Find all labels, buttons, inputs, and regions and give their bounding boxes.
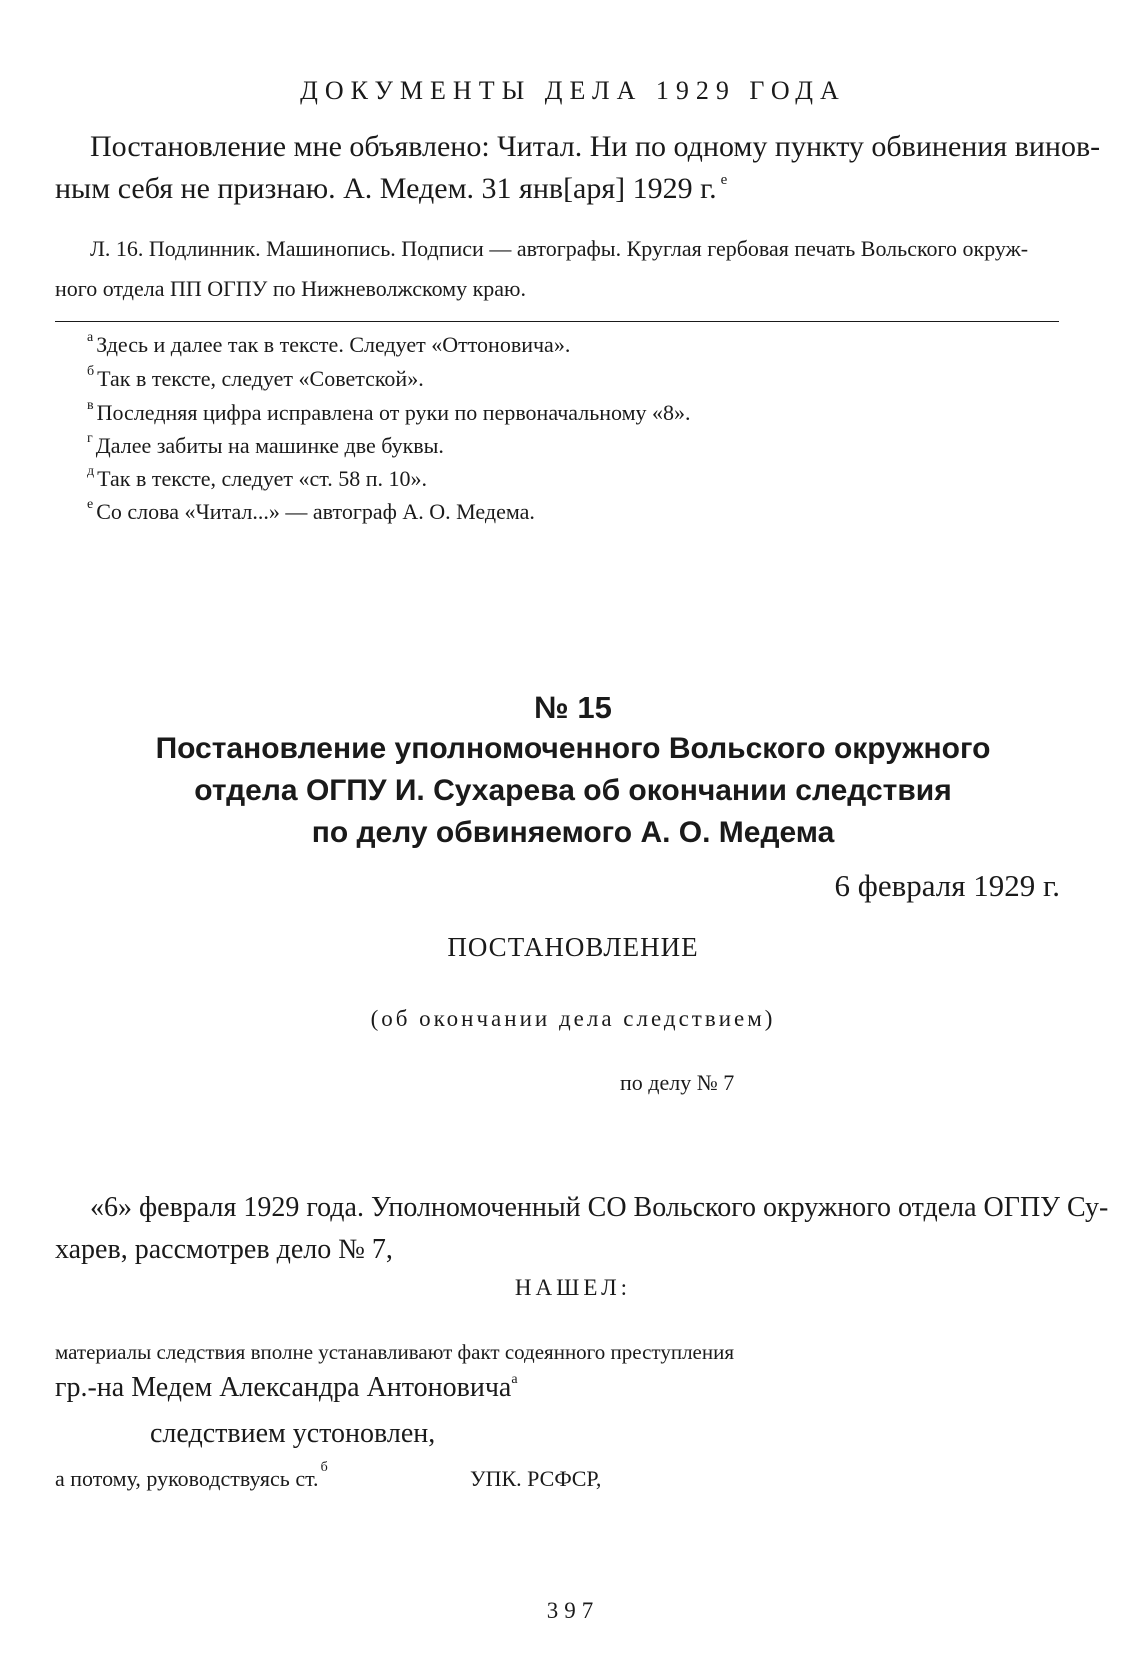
- resolution-heading: ПОСТАНОВЛЕНИЕ: [447, 932, 699, 962]
- footnote: [87, 499, 535, 525]
- footnote-text: Так в тексте, следует «Советской».: [97, 366, 424, 391]
- footnote-text: Далее забиты на машинке две буквы.: [95, 433, 444, 458]
- footnote-divider: [55, 321, 1059, 322]
- page-number: 397: [546, 1598, 600, 1623]
- body-line-1: «6» февраля 1929 года. Уполномоченный СО Вольского окружного отдела ОГПУ Су-: [90, 1192, 1109, 1223]
- intro-line-1: Постановление мне объявлено: Читал. Ни по одному пункту обвинения винов-: [90, 130, 1101, 163]
- footnote-marker: б: [87, 364, 95, 379]
- footnote-marker: г: [87, 431, 93, 446]
- footnote: [87, 466, 427, 492]
- found-label: НАШЕЛ:: [514, 1275, 632, 1300]
- document-date: 6 февраля 1929 г.: [834, 868, 1060, 903]
- document-title-line-2: отдела ОГПУ И. Сухарева об окончании следствия: [194, 774, 952, 807]
- footnote-marker: б: [320, 1460, 328, 1475]
- footnote-marker: е: [87, 497, 94, 512]
- upk-reference: УПК. РСФСР,: [470, 1466, 602, 1491]
- footnote: [87, 433, 444, 459]
- footnote-text: Так в тексте, следует «ст. 58 п. 10».: [97, 466, 428, 491]
- materials-line-1: материалы следствия вполне устанавливают факт содеянного преступления: [55, 1340, 735, 1364]
- footnote-text: Со слова «Читал...» — автограф А. О. Медема.: [96, 499, 535, 524]
- case-reference: по делу № 7: [620, 1070, 735, 1095]
- intro-line-2: [55, 172, 727, 206]
- resolution-subheading: (об окончании дела следствием): [370, 1006, 776, 1031]
- materials-line-2-text: гр.-на Медем Александра Антоновича: [55, 1372, 512, 1403]
- materials-line-4: [55, 1460, 328, 1492]
- footnote-marker: а: [511, 1372, 518, 1387]
- footnote-marker: е: [720, 172, 728, 188]
- materials-line-2: [55, 1372, 518, 1404]
- materials-line-4-text: а потому, руководствуясь ст.: [55, 1466, 319, 1491]
- document-title-line-1: Постановление уполномоченного Вольского окружного: [155, 732, 991, 765]
- materials-line-3: следствием устоновлен,: [150, 1418, 436, 1449]
- intro-line-2-text: ным себя не признаю. А. Медем. 31 янв[аря] 1929 г.: [55, 172, 717, 205]
- document-title-line-3: по делу обвиняемого А. О. Медема: [311, 816, 835, 849]
- footnote-text: Здесь и далее так в тексте. Следует «Оттоновича».: [96, 332, 571, 357]
- footnote-text: Последняя цифра исправлена от руки по первоначальному «8».: [96, 400, 691, 425]
- footnote-marker: а: [87, 330, 94, 345]
- footnote: [87, 332, 570, 358]
- footnote-marker: в: [87, 398, 94, 413]
- running-head: ДОКУМЕНТЫ ДЕЛА 1929 ГОДА: [300, 76, 846, 105]
- body-line-2: харев, рассмотрев дело № 7,: [55, 1234, 393, 1265]
- footnote-marker: д: [87, 464, 95, 479]
- footnote: [87, 400, 691, 426]
- document-number: № 15: [534, 690, 612, 725]
- source-note-line-2: ного отдела ПП ОГПУ по Нижневолжскому краю.: [55, 276, 526, 301]
- footnote: [87, 366, 424, 392]
- source-note-line-1: Л. 16. Подлинник. Машинопись. Подписи — автографы. Круглая гербовая печать Вольского окруж-: [90, 236, 1029, 261]
